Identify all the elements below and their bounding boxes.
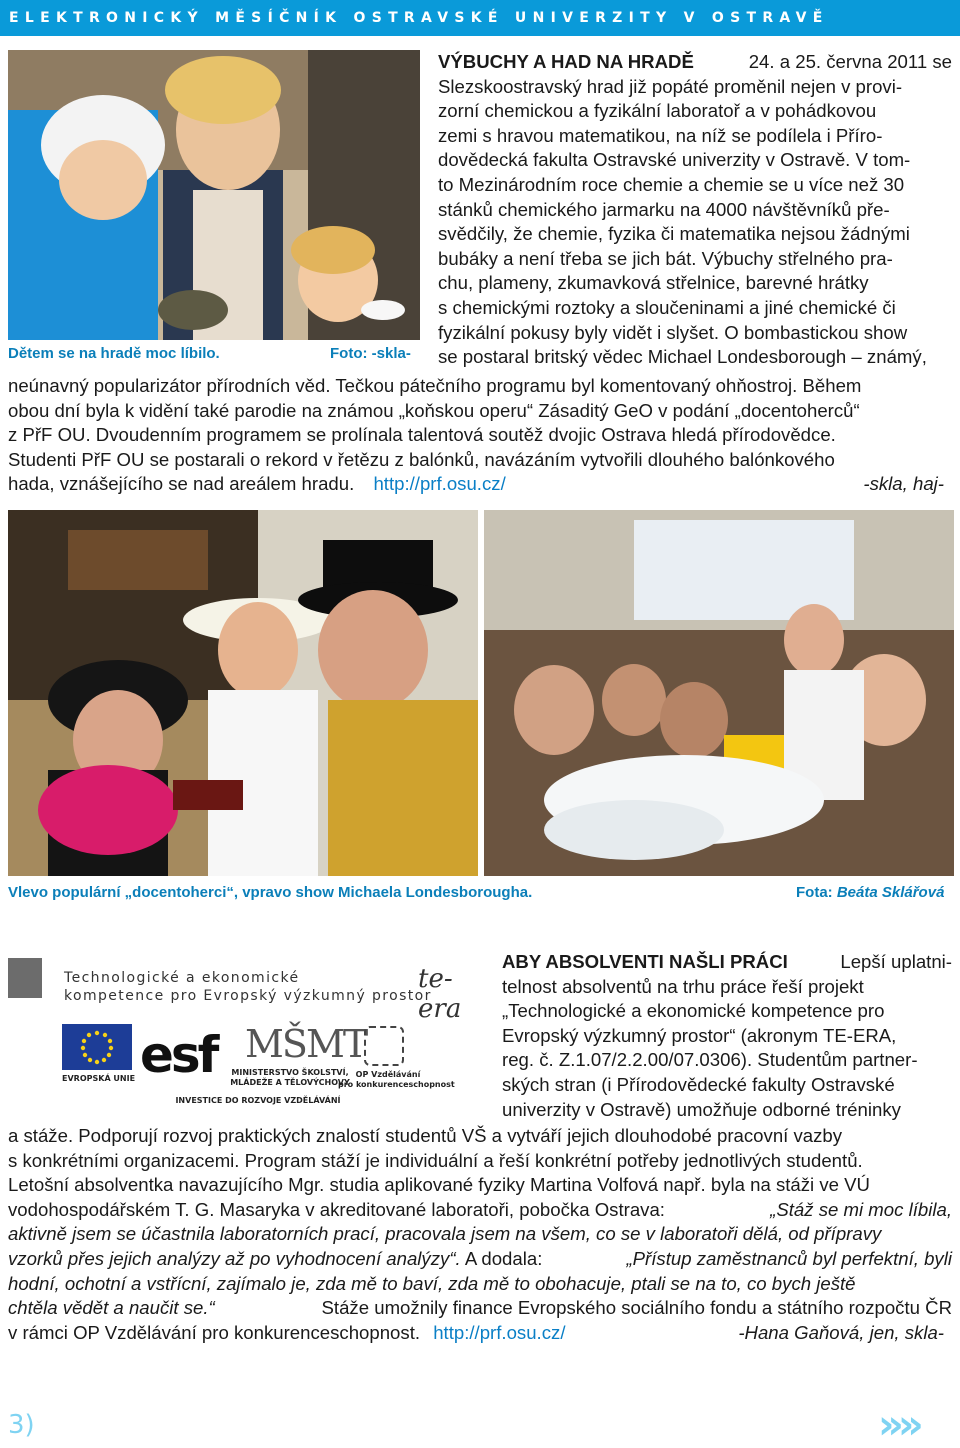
article1-line-text: 24. a 25. června 2011 se xyxy=(748,51,952,72)
article1-line: zorní chemickou a fyzikální laboratoř a v pohádkovou xyxy=(438,100,877,122)
article2-line: a stáže. Podporují rozvoj praktických znalostí studentů VŠ a vytváří jejich dlouhodobé pracovní vazby xyxy=(8,1125,843,1146)
article2-line: univerzity v Ostravě) umožňuje odborné tréninky xyxy=(502,1098,901,1120)
article2-line: Letošní absolventka navazujícího Mgr. studia aplikované fyziky Martina Volfová např. byla na stáži ve VÚ xyxy=(8,1174,870,1196)
eu-flag-icon xyxy=(62,1024,132,1070)
photos-row-credit xyxy=(796,884,944,901)
article2-line xyxy=(8,1296,952,1321)
eu-label: EVROPSKÁ UNIE xyxy=(62,1074,136,1083)
article1-last-line-text: hada, vznášejícího se nad areálem hradu. xyxy=(8,473,355,495)
photos-row-credit-label: Fota: xyxy=(796,884,833,901)
article2-line xyxy=(502,950,952,975)
article1-line: obou dní byla k vidění také parodie na známou „koňskou operu“ Zásaditý GeO v podání „docentoherců“ xyxy=(8,399,860,421)
article2-quote1-line2: aktivně jsem se účastnila laboratorních prací, pracovala jsem na všem, co se v laboratoři dělá, od přípravy xyxy=(8,1223,882,1245)
msmt-label-2: MLÁDEŽE A TĚLOVÝCHOVY xyxy=(230,1078,350,1087)
article2-quote2-after: Stáže umožnily finance Evropského sociálního fondu a státního rozpočtu ČR xyxy=(321,1297,952,1319)
photo-children-caption-text: Dětem se na hradě moc líbilo. xyxy=(8,345,220,362)
te-era-logo: te-era xyxy=(418,964,462,1024)
article1-signature: -skla, haj- xyxy=(863,473,944,495)
article1-line: s chemickými roztoky a sloučeninami a jiné chemické či xyxy=(438,296,896,318)
page-number: 3) xyxy=(8,1410,35,1440)
project-title-line2: kompetence pro Evropský výzkumný prostor xyxy=(64,988,432,1004)
article1-line xyxy=(438,50,952,75)
project-logos xyxy=(8,948,484,1110)
article2-line: Evropský výzkumný prostor“ (akronym TE-ERA, xyxy=(502,1024,897,1046)
photo-children xyxy=(8,50,420,340)
article1-line: Studenti PřF OU se postarali o rekord v řetězu z balónků, navázáním vytvořili dlouhého balónkového xyxy=(8,448,835,470)
article2-quote-intro: vodohospodářském T. G. Masaryka v akreditované laboratoři, pobočka Ostrava: xyxy=(8,1198,665,1220)
article2-quote1-end: vzorků přes jejich analýzy až po vyhodnocení analýzy“. xyxy=(8,1247,461,1269)
article1-line: zemi s hravou matematikou, na níž se podílela i Příro- xyxy=(438,124,883,146)
article2-right-column xyxy=(502,950,952,1122)
article2-line: ských stran (i Přírodovědecké fakulty Ostravské xyxy=(502,1073,895,1095)
logo-corner-mark xyxy=(8,958,42,998)
op-label-2: pro konkurenceschopnost xyxy=(338,1080,455,1089)
article2-quote2-end: chtěla vědět a naučit se.“ xyxy=(8,1297,215,1319)
newsletter-header xyxy=(0,0,960,36)
article1-line: stánků chemického jarmarku na 4000 návštěvníků pře- xyxy=(438,198,890,220)
photo-children-credit-text: Foto: -skla- xyxy=(330,345,411,362)
newsletter-title: ELEKTRONICKÝ MĚSÍČNÍK OSTRAVSKÉ UNIVERZITY V OSTRAVĚ xyxy=(9,10,829,26)
article1-line: neúnavný popularizátor přírodních věd. Tečkou pátečního programu byl komentovaný ohňostroj. Během xyxy=(8,375,862,396)
project-title-line1: Technologické a ekonomické xyxy=(64,970,300,986)
article2-line xyxy=(8,1247,952,1272)
article1-line: se postaral britský vědec Michael Londesborough – známý, xyxy=(438,346,927,368)
op-label-1: OP Vzdělávání xyxy=(355,1070,421,1079)
article2-quote1-after: A dodala: xyxy=(464,1247,543,1269)
photo-docentoherci xyxy=(8,510,478,876)
op-vzdelavani-icon xyxy=(364,1026,404,1066)
esf-logo: esf xyxy=(140,1026,217,1084)
photo-show-image xyxy=(484,510,954,876)
article1-line: to Mezinárodním roce chemie a chemie se u více než 30 xyxy=(438,173,905,195)
article1-headline: VÝBUCHY A HAD NA HRADĚ xyxy=(438,51,694,72)
article2-line: „Technologické a ekonomické kompetence pro xyxy=(502,1000,885,1022)
article1-line: bubáky a není třeba se jich bát. Výbuchy střelného pra- xyxy=(438,247,893,269)
article2-last-line-text: v rámci OP Vzdělávání pro konkurenceschopnost. xyxy=(8,1321,421,1343)
photos-row-caption xyxy=(8,884,532,901)
msmt-label-1: MINISTERSTVO ŠKOLSTVÍ, xyxy=(231,1068,349,1077)
photo-children-image xyxy=(8,50,420,340)
article2-full-width xyxy=(8,1124,952,1345)
article2-quote2-start: „Přístup zaměstnanců byl perfektní, byli xyxy=(626,1247,952,1269)
article1-line: dovědecká fakulta Ostravské univerzity v Ostravě. V tom- xyxy=(438,149,911,171)
article2-quote2-line2: hodní, ochotní a vstřícní, zajímalo je, zda mě to baví, zda mě to obohacuje, ptali se na to, co bych ještě xyxy=(8,1272,856,1294)
article2-line: telnost absolventů na trhu práce řeší projekt xyxy=(502,975,864,997)
article2-line xyxy=(8,1198,952,1223)
next-page-arrows-icon[interactable]: »» xyxy=(878,1402,918,1448)
msmt-logo: MŠMT xyxy=(245,1022,367,1066)
article2-quote1-start: „Stáž se mi moc líbila, xyxy=(770,1198,952,1220)
article1-line: z PřF OU. Dvoudenním programem se prolínala talentová soutěž dvojic Ostrava hledá přírodovědce. xyxy=(8,424,836,446)
article2-link[interactable]: http://prf.osu.cz/ xyxy=(433,1321,566,1343)
article2-headline: ABY ABSOLVENTI NAŠLI PRÁCI xyxy=(502,951,788,972)
article1-line: Slezskoostravský hrad již popáté proměnil nejen v provi- xyxy=(438,75,903,97)
photo-children-credit xyxy=(330,345,411,362)
article1-last-line xyxy=(8,472,952,497)
article2-line: reg. č. Z.1.07/2.2.00/07.0306). Studentům partner- xyxy=(502,1049,918,1071)
article1-full-width xyxy=(8,374,952,497)
article1-line: chu, plameny, zkumavková střelnice, barevné hrátky xyxy=(438,272,869,294)
photo-children-caption xyxy=(8,345,220,362)
photo-show xyxy=(484,510,954,876)
article2-signature: -Hana Gaňová, jen, skla- xyxy=(738,1321,944,1343)
photo-docentoherci-image xyxy=(8,510,478,876)
article1-line: fyzikální pokusy byly vidět i slyšet. O bombastickou show xyxy=(438,321,908,343)
photos-row-caption-text: Vlevo populární „docentoherci“, vpravo show Michaela Londesborougha. xyxy=(8,884,533,901)
photos-row-credit-name: Beáta Sklářová xyxy=(836,884,945,901)
article1-link[interactable]: http://prf.osu.cz/ xyxy=(373,473,506,495)
investice-tagline: INVESTICE DO ROZVOJE VZDĚLÁVÁNÍ xyxy=(175,1096,341,1105)
article2-last-line xyxy=(8,1321,952,1346)
article1-right-column xyxy=(438,50,952,370)
article1-line: svědčily, že chemie, fyzika či matematika nejsou žádnými xyxy=(438,223,910,245)
article2-line: s konkrétními organizacemi. Program stáží je individuální a řeší konkrétní potřeby jednotlivých studentů. xyxy=(8,1149,863,1171)
article2-line-text: Lepší uplatni- xyxy=(840,951,952,972)
